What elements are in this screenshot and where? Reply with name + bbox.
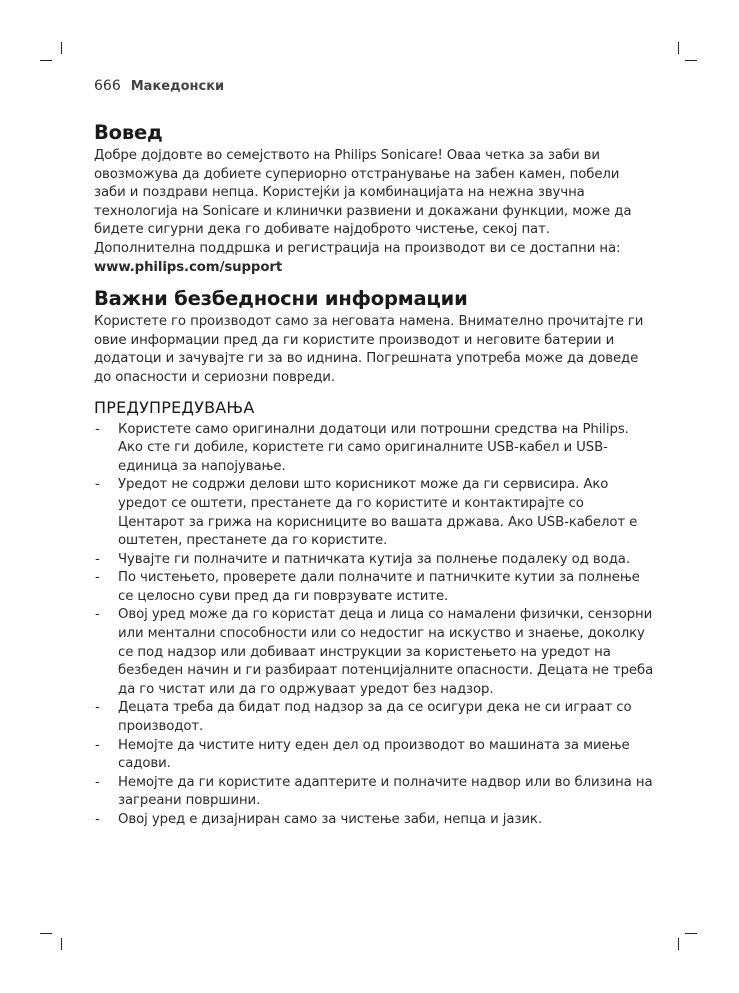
warning-text: Децата треба да бидат под надзор за да се осигури дека не си играат со производот. bbox=[118, 700, 632, 735]
warning-text: Користете само оригинални додатоци или потрошни средства на Philips. Ако сте ги добиле, користете ги само оригиналните USB-кабел и USB-единица за напојување. bbox=[118, 421, 629, 474]
crop-mark-top-left-v bbox=[61, 42, 62, 54]
list-dash: - bbox=[95, 551, 100, 567]
list-dash: - bbox=[95, 774, 100, 790]
page-number: 666 bbox=[94, 78, 121, 94]
crop-mark-top-left-h bbox=[40, 60, 52, 61]
warning-item bbox=[94, 811, 654, 830]
document-page bbox=[94, 78, 654, 830]
safety-paragraph: Користете го производот само за неговата намена. Внимателно прочитајте ги овие информации пред да ги користите производот и неговите батерии и додатоци и зачувајте ги за во иднина. Погрешната употреба може да доведе до опасности и сериозни повреди. bbox=[94, 314, 644, 385]
warning-text: По чистењето, проверете дали полначите и патничките кутии за полнење се целосно суви пред да ги поврзувате истите. bbox=[118, 570, 640, 604]
warning-item bbox=[94, 737, 654, 774]
intro-heading: Вовед bbox=[94, 121, 163, 144]
warning-item bbox=[94, 551, 654, 570]
crop-mark-top-right-h bbox=[685, 60, 697, 61]
intro-body-text: Добре дојдовте во семејството на Philips Sonicare! Оваа четка за заби ви овозможува да добиете супериорно отстранување на забен камен, побели заби и поздрави непца. Користејќи ја комбинацијата на нежна звучна технологија на Sonicare и клинички развиени и докажани функции, може да бидете сигурни дека го добивате најдоброто чистење, секој пат. Дополнителна поддршка и регистрација на производот ви се достапни на: bbox=[94, 148, 632, 256]
crop-mark-bottom-left-h bbox=[40, 933, 52, 934]
crop-mark-bottom-right-v bbox=[678, 938, 679, 950]
warning-text: Чувајте ги полначите и патничката кутија за полнење подалеку од вода. bbox=[118, 551, 630, 567]
list-dash: - bbox=[95, 700, 100, 716]
page-header bbox=[94, 78, 654, 100]
warning-item bbox=[94, 606, 654, 699]
list-dash: - bbox=[95, 570, 100, 586]
intro-paragraph bbox=[94, 147, 654, 277]
warnings-list bbox=[94, 421, 654, 830]
warning-text: Овој уред е дизајниран само за чистење заби, непца и јазик. bbox=[118, 812, 542, 827]
crop-mark-top-right-v bbox=[678, 42, 679, 54]
warning-item bbox=[94, 421, 654, 477]
warning-item bbox=[94, 774, 654, 811]
page-language: Македонски bbox=[130, 79, 225, 94]
list-dash: - bbox=[95, 607, 100, 623]
warning-item bbox=[94, 476, 654, 550]
warning-text: Уредот не содржи делови што корисникот може да ги сервисира. Ако уредот се оштети, престанете да го користите и контактирајте со Центарот за грижа на корисниците во вашата држава. Ако USB-кабелот е оштетен, престанете да го користите. bbox=[118, 477, 638, 549]
list-dash: - bbox=[95, 737, 100, 753]
warning-text: Немојте да ги користите адаптерите и полначите надвор или во близина на загреани површини. bbox=[118, 774, 653, 809]
warning-text: Немојте да чистите ниту еден дел од производот во машината за миење садови. bbox=[118, 737, 630, 772]
safety-heading: Важни безбедносни информации bbox=[94, 287, 468, 311]
warning-item bbox=[94, 699, 654, 736]
crop-mark-bottom-left-v bbox=[61, 938, 62, 950]
warnings-heading: ПРЕДУПРЕДУВАЊА bbox=[94, 397, 255, 417]
list-dash: - bbox=[95, 477, 100, 493]
warning-item bbox=[94, 569, 654, 606]
crop-mark-bottom-right-h bbox=[685, 933, 697, 934]
support-link[interactable]: www.philips.com/support bbox=[94, 259, 283, 275]
warning-text: Овој уред може да го користат деца и лица со намалени физички, сензорни или ментални способности или со недостиг на искуство и знаење, доколку се под надзор или добиваат инструкции за користењето на уредот на безбеден начин и ги разбираат потенцијалните опасности. Децата не треба да го чистат или да го одржуваат уредот без надзор. bbox=[118, 607, 654, 697]
list-dash: - bbox=[95, 812, 100, 827]
list-dash: - bbox=[95, 421, 100, 437]
